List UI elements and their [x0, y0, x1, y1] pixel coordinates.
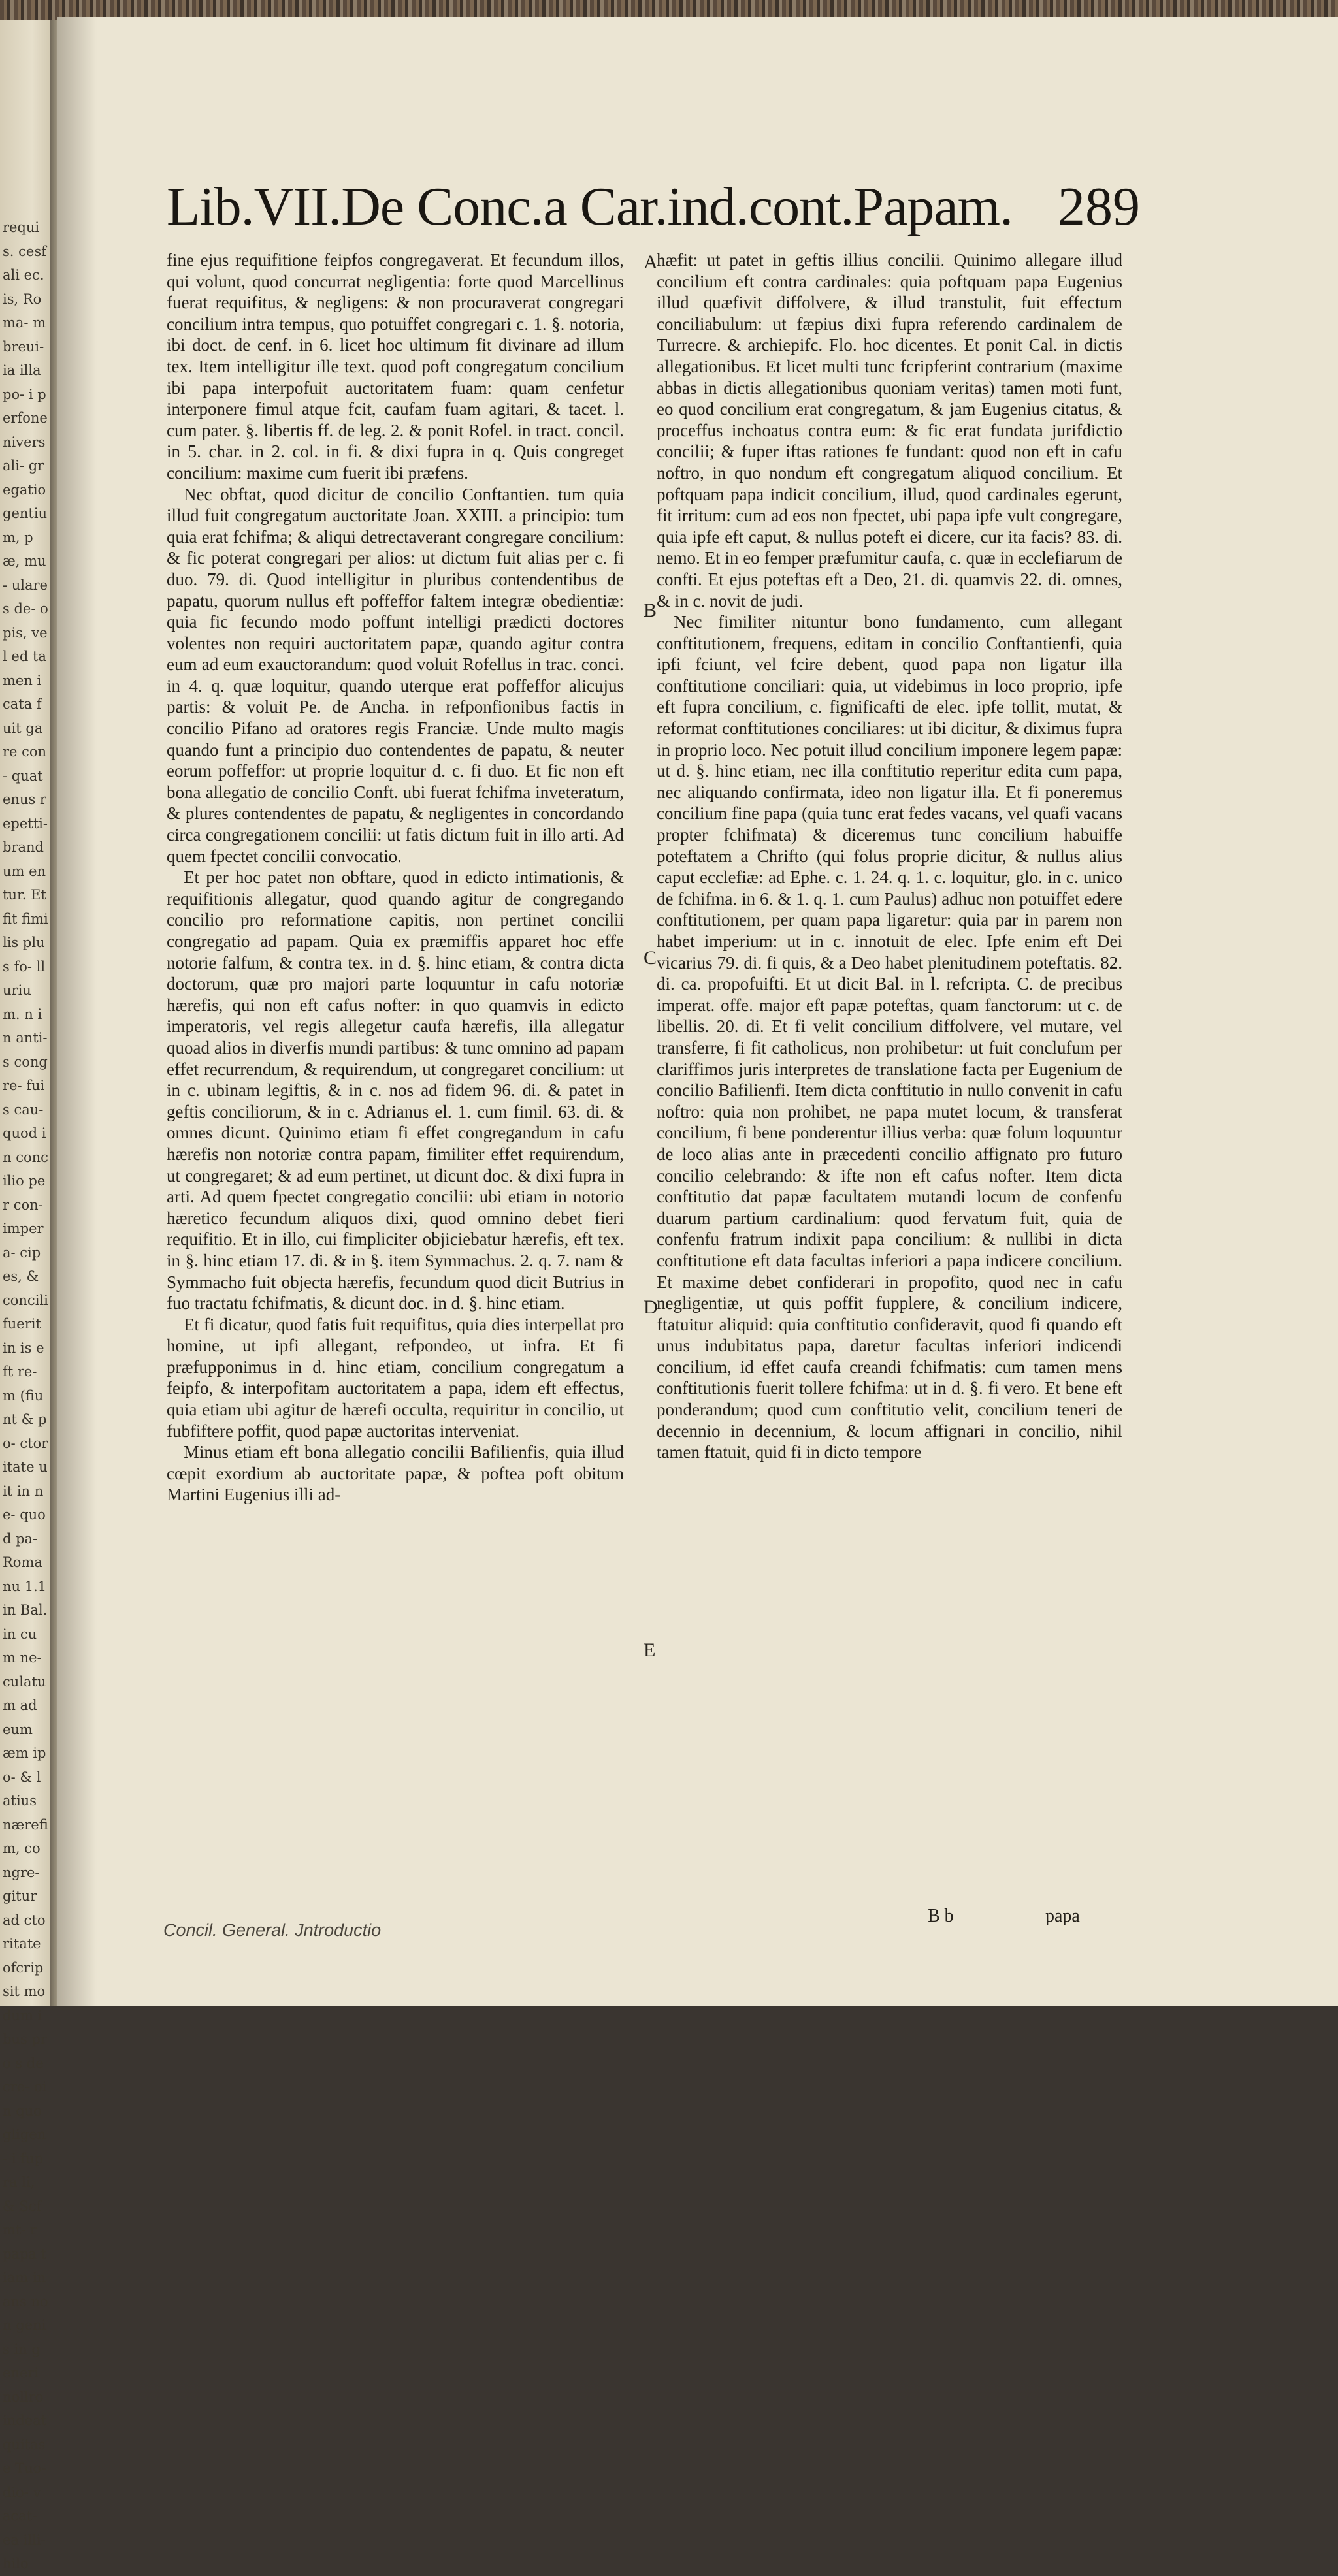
library-stamp: Concil. General. Jntroductio	[163, 1920, 382, 1940]
signature-mark: B b	[928, 1906, 954, 1926]
paragraph: Et fi dicatur, quod fatis fuit requifitus, quia dies interpellat pro homine, ut ipfi allegant, refpondeo, ut infra. Et fi præfupponimus in d. hinc etiam, concilium congregatum a feipfo, & interpofitam auctoritatem a papa, idem eft effectus, quia etiam ubi agitur de hærefi occulta, requiritur in concilio, ut fubfiftere poffit, quod papæ auctoritas interveniat.	[167, 1314, 624, 1441]
paragraph: hæfit: ut patet in geftis illius concilii. Quinimo allegare illud concilium eft contra cardinales: quia poftquam papa Eugenius illud quæfivit diffolvere, & illud transtulit, fuit effectum conciliabulum: ut fæpius dixi fupra referendo cardinalem de Turrecre. & archiepifc. Flo. hoc dicentes. Et ponit Cal. in dictis allegationibus. Et licet multi tunc fcripferint contrarium (maxime abbas in dictis allegationibus quoniam veritas) tamen moti funt, eo quod concilium erat congregatum, & jam Eugenius citatus, & proceffus inchoatus contra eum: & fic erat fundata jurifdictio concilii; & fuper iftas rationes fe fundant: quod non eft in cafu noftro, in quo nondum eft congregatum aliquod concilium. Et poftquam papa indicit concilium, illud, quod cardinales egerunt, fit irritum: cum ad eos non fpectet, ubi papa ipfe vult congregare, quia ipfe eft caput, & nullus poteft ei dicere, cur ita facis? 83. di. nemo. Et in eo femper præfumitur caufa, c. quæ in ecclefiarum de confti. Et ejus poteftas eft a Deo, 21. di. quamvis 22. di. omnes, & in c. novit de judi.	[657, 250, 1122, 611]
previous-page-edge	[0, 20, 54, 2571]
paragraph: Nec obftat, quod dicitur de concilio Conftantien. tum quia illud fuit congregatum auctoritate Joan. XXIII. a principio: tum quia erat fchifma; & aliqui detrectaverant congregare concilium: & fic poterat congregari per alios: ut dictum fuit alias per c. fi duo. 79. di. Quod intelligitur in pluribus contendentibus de papatu, quorum nullus eft poffeffor faltem integræ obedientiæ: quia fic fecundo modo poffunt intelligi prædicti doctores volentes non requiri auctoritatem papæ, quando agitur contra eum ad eum exauctorandum: quod voluit Rofellus in trac. conci. in 4. q. quæ loquitur, quando uterque erat poffeffor alicujus partis: & voluit Pe. de Ancha. in refponfionibus factis in concilio Pifano ad oratores regis Franciæ. Unde multo magis quando funt a principio duo contendentes de papatu, & neuter eorum poffeffor: ut proprie loquitur d. c. fi duo. Et fic non eft bona allegatio de concilio Conft. ubi fuerat fchifma inveteratum, & plures contendentes de papatu, & negligentes in concordando circa congregationem concilii: ut fatis dictum fuit in illo arti. Ad quem fpectet concilii convocatio.	[167, 484, 624, 866]
page-number: 289	[1058, 176, 1140, 237]
left-column	[167, 250, 624, 1505]
margin-letter: C	[644, 947, 657, 969]
gutter-shadow	[57, 17, 97, 2006]
right-column	[657, 250, 1122, 1463]
margin-letter: E	[644, 1639, 656, 1661]
paragraph: Minus etiam eft bona allegatio concilii Bafilienfis, quia illud cœpit exordium ab auctoritate papæ, & poftea poft obitum Martini Eugenius illi ad-	[167, 1442, 624, 1505]
margin-letter: B	[644, 600, 657, 621]
catchword: papa	[1045, 1906, 1080, 1926]
paragraph: fine ejus requifitione feipfos congregaverat. Et fecundum illos, qui volunt, quod concurrat negligentia: forte quod Marcellinus fuerat requifitus, & negligens: & non procuraverat congregari concilium intra tempus, quo potuiffet congregari c. 1. §. notoria, ibi doct. de cenf. in 6. licet hoc ultimum fit divinare ad illum tex. Item intelligitur ille text. quod poft congregatum concilium ibi papa interpofuit auctoritatem fuam: quam cenfetur interponere fimul atque fcit, caufam fuam agitari, & tacet. l. cum pater. §. libertis ff. de leg. 2. & ponit Rofel. in tract. concil. in 5. char. in 2. col. in fi. & dixi fupra in q. Quis congreget concilium: maxime cum fuerit ibi præfens.	[167, 250, 624, 483]
running-head	[167, 171, 1140, 243]
previous-page-text: requis. cesfali ec. is, Roma- m breui- ia illa po- i perfone niversali- gregatio gentium, pæ, mu- ulares de- opis, vel ed tamen icata fuit gare con- quatenus repetti- brandum entur. Et fit fimilis plus fo- llurium. n in anti- s congre- fuis cau- quod in concilio per con- impera- cipes, & concili fuerit in is eft re- m (fiunt & po- ctoritate uit in ne- quod pa- Romanu 1.1 in Bal.in cum ne- culatum ad eum æm ipo- & latius nærefim, congre- gitur ad ctoritate ofcripsit modum ibus pro s decre- oin quo gligen- i fupra li, & Scfmt- r papa tiam in ans non genis in generi nollro indeat quitas e Tuo- dio- vacat- ea illi- hilo	[3, 219, 48, 2571]
margin-letter: D	[644, 1296, 658, 1318]
margin-letter: A	[644, 251, 658, 273]
page-title: Lib.VII.De Conc.a Car.ind.cont.Papam.	[167, 176, 1013, 237]
paragraph: Nec fimiliter nituntur bono fundamento, cum allegant conftitutionem, frequens, editam in concilio Conftantienfi, quia ipfi fciunt, vel fcire debent, quod papa non ligatur illa conftitutione conciliari: quia, ut videbimus in loco proprio, ipfe eft fupra concilium, c. fignificafti de elec. ipfe tollit, mutat, & reformat conftitutiones conciliares: ut ibi dicitur, & diximus fupra in proprio loco. Nec potuit illud concilium imponere legem papæ: ut d. §. hinc etiam, nec illa conftitutio reperitur edita cum papa, nec aliquando confirmata, ideo non ligatur illa. Et fi poneremus concilium fine papa (quia tunc erat fedes vacans, vel quafi vacans propter fchifmata) & diceremus tunc concilium habuiffe poteftatem a Chrifto (qui folus proprie dicitur, & nullus alius caput ecclefiæ: ad Ephe. c. 1. 24. q. 1. c. loquitur, glo. in c. unico de fchifma. in 6. & 1. q. 1. cum Paulus) adhuc non potuiffet edere conftitutionem, per quam papa ligaretur: quia par in parem non habet imperium: ut in c. innotuit de elec. Ipfe enim eft Dei vicarius 79. di. fi quis, & a Deo habet plenitudinem poteftatis. 82. di. ca. propofuifti. Et ut dicit Bal. in l. refcripta. C. de precibus imperat. offe. major eft papæ poteftas, quam fanctorum: ut c. de libellis. 20. di. Et fi velit concilium diffolvere, vel mutare, vel transferre, fi fit catholicus, non prohibetur: ut fuit conclufum per clariffimos juris interpretes de translatione facta per Eugenium de concilio Bafilienfi. Item dicta conftitutio in nullo convenit in cafu noftro: quia non prohibet, ne papa mutet locum, & transferat concilium, fi bene ponderentur illius verba: quæ folum loquuntur de loco alias ante in præcedenti concilio affignato pro futuro concilio celebrando: & ifte non eft cafus nofter. Item dicta conftitutio dat papæ facultatem mutandi locum de confenfu duarum partium cardinalium: quod fervatum fuit, quia de confenfu fratrum indixit papa concilium: & nullibi in dicta conftitutione eft data facultas inferiori a papa indicere concilium. Et maxime debet confiderari in propofito, quod nec in cafu negligentiæ, ut quis poffit fupplere, & concilium indicere, ftatuitur aliquid: quia conftitutio confideravit, quod fi quando eft unus indubitatus papa, daretur facultas inferiori indicendi concilium, id effet caufa creandi fchifmatis: cum tamen mens conftitutionis fuerit tollere fchifma: ut in d. §. fi vero. Et bene eft ponderandum; quod cum conftitutio velit, concilium teneri de decennio in decennium, & locum affignari in concilio, nihil tamen ftatuit, quid fi in dicto tempore	[657, 612, 1122, 1462]
paragraph: Et per hoc patet non obftare, quod in edicto intimationis, & requifitionis allegatur, quod quando agitur de congregando concilio pro reformatione capitis, non pertinet concilii congregatio ad papam. Quia ex præmiffis apparet hoc effe notorie falfum, & contra tex. in d. §. hinc etiam, & contra dicta doctorum, quæ pro majori parte loquuntur in cafu notoriæ hærefis, qui non eft cafus nofter: in quo quamvis in edicto imperatoris, vel regis allegetur caufa hærefis, illa allegatur quoad alios in diverfis mundi partibus: & tunc omnino ad papam effet recurrendum, & requirendum, ut congregaret concilium: ut in c. ubinam legiftis, & in c. nos ad fidem 96. di. & patet in geftis conciliorum, & in c. Adrianus el. 1. cum fimil. 63. di. & omnes dicunt. Quinimo etiam fi effet congregandum in cafu hærefis non notoriæ contra papam, fimiliter effet requirendum, ut congregaret; & ad eum pertinet, ut dicunt doc. & dixi fupra in arti. Ad quem fpectet congregatio concilii: ubi etiam in notorio hæretico fecundum aliquos dixi, quod omnino debet fieri requifitio. Et in illo, cui fimpliciter objiciebatur hærefis, eft tex. in §. hinc etiam 17. di. & in §. item Symmachus. 2. q. 7. nam & Symmacho fuit objecta hærefis, fecundum quod dicit Butrius in fuo tractatu fchifmatis, & dicunt doc. in d. §. hinc etiam.	[167, 867, 624, 1313]
